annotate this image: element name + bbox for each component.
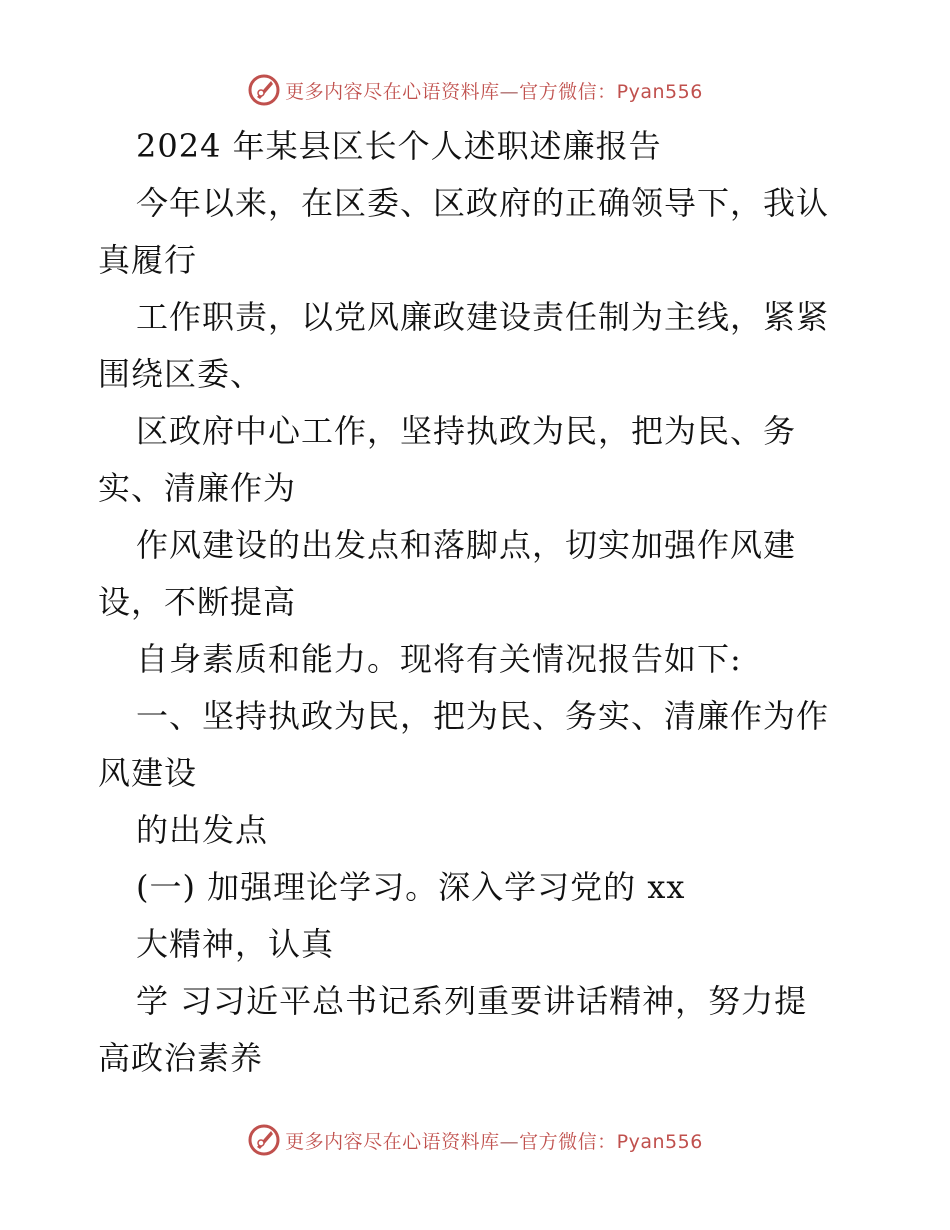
paragraph-line: 作风建设的出发点和落脚点，切实加强作风建: [136, 526, 797, 564]
watermark-text: [285, 1127, 703, 1154]
paragraph-line: 学 习习近平总书记系列重要讲话精神，努力提: [136, 982, 808, 1020]
watermark-dash: —: [499, 1130, 520, 1153]
paragraph-line: 自身素质和能力。现将有关情况报告如下:: [136, 640, 742, 678]
watermark-site: 更多内容尽在心语资料库: [285, 1130, 500, 1153]
paragraph-line: 实、清廉作为: [98, 469, 297, 507]
document-body: [98, 118, 858, 1087]
paragraph-line: 高政治素养: [98, 1039, 264, 1077]
watermark-site: 更多内容尽在心语资料库: [285, 80, 500, 103]
watermark-banner-bottom: [0, 1120, 950, 1160]
paragraph-line: 大精神，认真: [136, 925, 335, 963]
paragraph-line: 围绕区委、: [98, 355, 264, 393]
watermark-dash: —: [499, 80, 520, 103]
subsection-line: (一) 加强理论学习。深入学习党的 xx: [136, 868, 686, 906]
section-heading-line: 一、坚持执政为民，把为民、务实、清廉作为作: [136, 697, 830, 735]
document-title: 2024 年某县区长个人述职述廉报告: [136, 127, 662, 165]
watermark-banner-top: [0, 70, 950, 110]
watermark-wechat: 官方微信：Pyan556: [519, 80, 703, 103]
quill-seal-icon: [247, 73, 281, 107]
paragraph-line: 区政府中心工作，坚持执政为民，把为民、务: [136, 412, 797, 450]
watermark-text: [285, 77, 703, 104]
paragraph-line: 设，不断提高: [98, 583, 297, 621]
quill-seal-icon: [247, 1123, 281, 1157]
paragraph-line: 工作职责，以党风廉政建设责任制为主线，紧紧: [136, 298, 830, 336]
paragraph-line: 今年以来，在区委、区政府的正确领导下，我认: [136, 184, 830, 222]
section-heading-line: 风建设: [98, 754, 198, 792]
paragraph-line: 真履行: [98, 241, 198, 279]
watermark-wechat: 官方微信：Pyan556: [519, 1130, 703, 1153]
section-heading-line: 的出发点: [136, 811, 269, 849]
